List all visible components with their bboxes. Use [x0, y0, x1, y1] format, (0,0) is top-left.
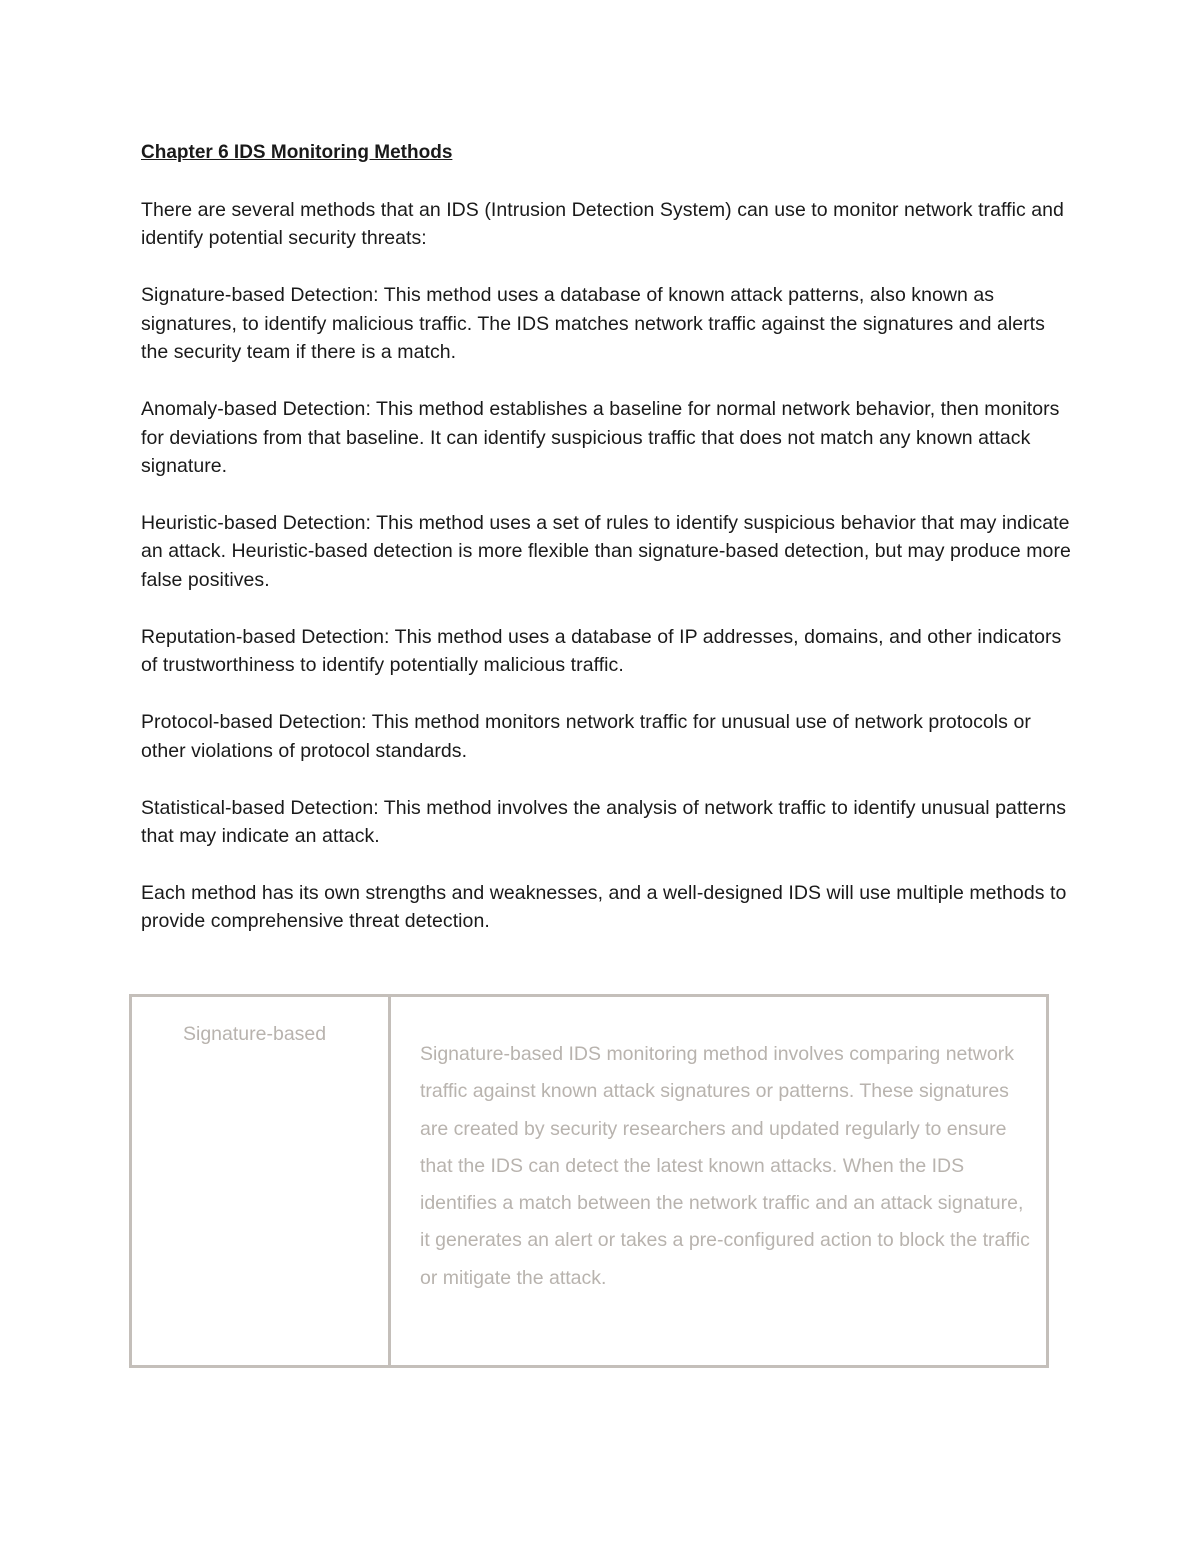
table-left-cell [132, 997, 391, 1365]
signature-paragraph: Signature-based Detection: This method uses a database of known attack patterns, also known as signatures, to identify malicious traffic. The IDS matches network traffic against the signatures and alerts the security team if there is a match. [141, 284, 1045, 364]
table-right-text: Signature-based IDS monitoring method involves comparing network traffic against known attack signatures or patterns. These signatures are created by security researchers and updated regularly to ensure that the IDS can detect the latest known attacks. When the IDS identifies a match between the network traffic and an attack signature, it generates an alert or takes a pre-configured action to block the traffic or mitigate the attack. [420, 1043, 1030, 1289]
protocol-paragraph: Protocol-based Detection: This method monitors network traffic for unusual use of network protocols or other violations of protocol standards. [141, 711, 1031, 762]
document-body [141, 139, 1071, 964]
anomaly-paragraph: Anomaly-based Detection: This method establishes a baseline for normal network behavior, then monitors for deviations from that baseline. It can identify suspicious traffic that does not match any known attack signature. [141, 398, 1060, 478]
heuristic-paragraph: Heuristic-based Detection: This method uses a set of rules to identify suspicious behavior that may indicate an attack. Heuristic-based detection is more flexible than signature-based detection, but may produce more false positives. [141, 512, 1071, 591]
method-table [129, 994, 1049, 1368]
statistical-paragraph: Statistical-based Detection: This method involves the analysis of network traffic to identify unusual patterns that may indicate an attack. [141, 796, 1067, 848]
conclusion-paragraph: Each method has its own strengths and weaknesses, and a well-designed IDS will use multiple methods to provide comprehensive threat detection. [141, 882, 1067, 933]
intro-paragraph: There are several methods that an IDS (Intrusion Detection System) can use to monitor network traffic and identify potential security threats: [141, 199, 1064, 250]
document-title: Chapter 6 IDS Monitoring Methods [141, 142, 453, 163]
reputation-paragraph: Reputation-based Detection: This method uses a database of IP addresses, domains, and other indicators of trustworthiness to identify potentially malicious traffic. [141, 625, 1062, 677]
table-right-cell [391, 997, 1046, 1365]
table-left-label: Signature-based [183, 1023, 327, 1045]
